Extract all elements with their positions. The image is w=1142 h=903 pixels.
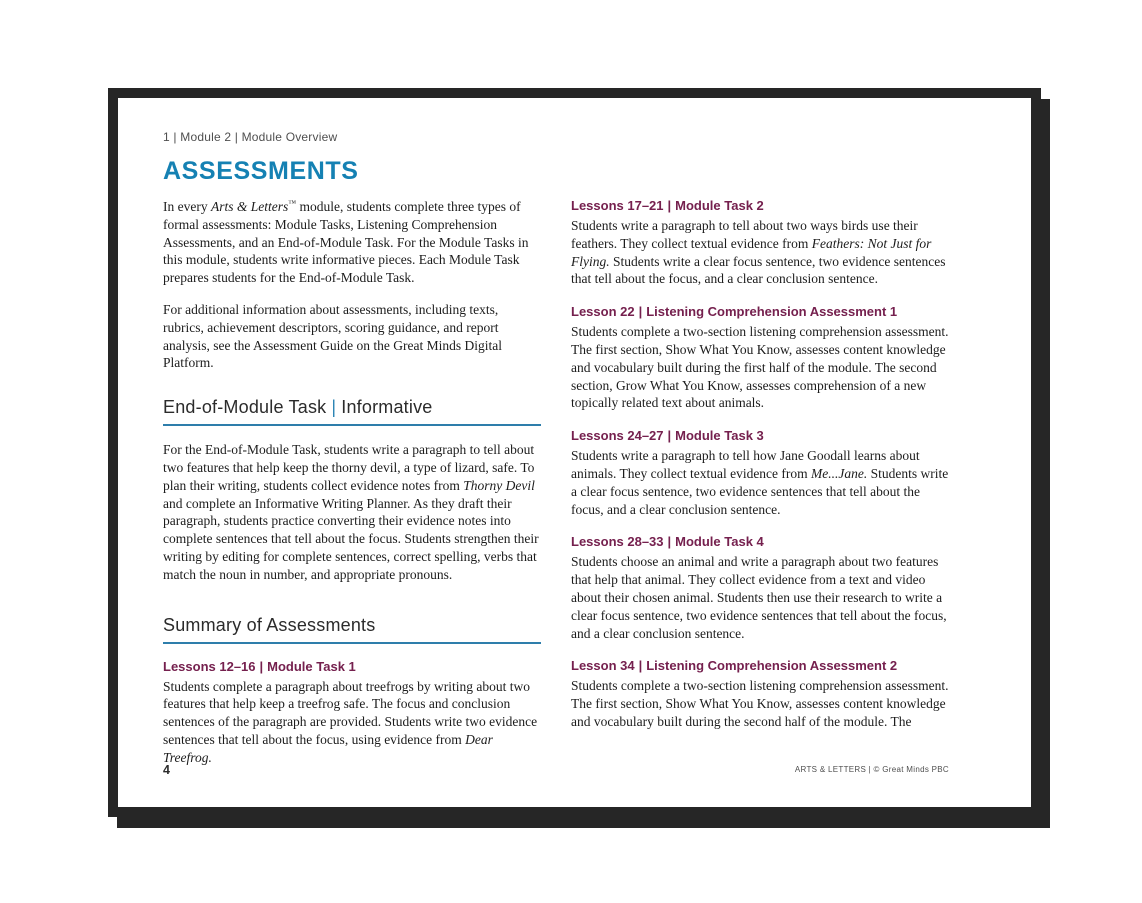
pipe-separator: | <box>667 534 672 550</box>
pipe-separator: | <box>667 428 672 444</box>
assessment-item-heading <box>571 198 949 214</box>
task-name: Module Task 3 <box>675 428 764 444</box>
assessment-item-heading <box>571 428 949 444</box>
breadcrumb: 1 | Module 2 | Module Overview <box>163 130 338 144</box>
assessment-item <box>571 428 949 518</box>
section-subtitle: Informative <box>341 397 433 418</box>
page-frame <box>108 88 1041 817</box>
section-heading-summary-of-assessments <box>163 614 541 644</box>
left-column <box>163 198 541 767</box>
assessment-item-description: Students choose an animal and write a paragraph about two features that help that animal. They collect evidence from a text and video about their chosen animal. Students then use their research to write a clear focus sentence, two evidence sentences that tell about the focus, and a clear conclusion sentence. <box>571 554 947 641</box>
right-column <box>571 198 949 767</box>
pipe-separator: | <box>259 658 264 674</box>
lesson-range: Lessons 12–16 <box>163 658 256 674</box>
assessment-item-heading <box>163 659 541 675</box>
assessment-item <box>163 659 541 767</box>
intro-paragraph-1: In every Arts & Letters™ module, students complete three types of formal assessments: Module Tasks, Listening Comprehension Assessments, and an End-of-Module Task. For the Module Tasks in this module, students write informative pieces. Each Module Task prepares students for the End-of-Module Task. <box>163 198 529 286</box>
assessment-list-left <box>163 659 541 767</box>
task-name: Listening Comprehension Assessment 1 <box>646 304 898 320</box>
assessment-item <box>571 198 949 288</box>
end-of-module-description: For the End-of-Module Task, students write a paragraph to tell about two features that help keep the thorny devil, a type of lizard, safe. To plan their writing, students collect evidence notes from Thorny Devil and complete an Informative Writing Planner. As they draft their paragraph, students practice converting their evidence notes into complete sentences that tell about the focus. Students strengthen their writing by editing for complete sentences, correct spelling, verbs that match the noun in number, and appropriate pronouns. <box>163 442 539 582</box>
lesson-range: Lessons 24–27 <box>571 428 664 444</box>
assessment-item <box>571 534 949 642</box>
task-name: Module Task 1 <box>267 658 356 674</box>
assessment-item-heading <box>571 304 949 320</box>
section-title: End-of-Module Task <box>163 397 327 418</box>
pipe-separator: | <box>638 658 643 674</box>
two-column-layout <box>163 198 949 767</box>
assessment-item-heading <box>571 658 949 674</box>
task-name: Module Task 4 <box>675 534 764 550</box>
lesson-range: Lesson 34 <box>571 658 635 674</box>
lesson-range: Lesson 22 <box>571 304 635 320</box>
assessment-item-description: Students complete a two-section listening comprehension assessment. The first section, Show What You Know, assesses content knowledge and vocabulary built during the first half of the module. The second section, Grow What You Know, assesses comprehension of a new topically related text about animals. <box>571 324 949 411</box>
document-page <box>118 98 1031 807</box>
task-name: Listening Comprehension Assessment 2 <box>646 658 898 674</box>
section-heading-end-of-module-task <box>163 396 541 426</box>
assessment-item <box>571 304 949 412</box>
page-content <box>163 130 949 767</box>
assessment-item-heading <box>571 534 949 550</box>
footer-credit: ARTS & LETTERS | © Great Minds PBC <box>794 765 949 774</box>
page-title: ASSESSMENTS <box>163 157 359 185</box>
assessment-item <box>571 658 949 730</box>
intro-paragraph-2: For additional information about assessments, including texts, rubrics, achievement descriptors, scoring guidance, and report analysis, see the Assessment Guide on the Great Minds Digital Platform. <box>163 301 502 371</box>
task-name: Module Task 2 <box>675 198 764 213</box>
pipe-separator: | <box>331 397 337 418</box>
assessment-list-right <box>571 198 949 731</box>
page-number: 4 <box>163 763 170 777</box>
section-title: Summary of Assessments <box>163 614 376 635</box>
pipe-separator: | <box>638 304 643 320</box>
assessment-item-description: Students write a paragraph to tell how Jane Goodall learns about animals. They collect textual evidence from Me...Jane. Students write a clear focus sentence, two evidence sentences that tell about the focus, and a clear conclusion sentence. <box>571 448 949 517</box>
assessment-item-description: Students complete a two-section listening comprehension assessment. The first section, Show What You Know, assesses content knowledge and vocabulary built during the second half of the module. The <box>571 678 949 729</box>
lesson-range: Lessons 28–33 <box>571 534 664 550</box>
pipe-separator: | <box>667 198 672 213</box>
assessment-item-description: Students complete a paragraph about treefrogs by writing about two features that help keep a treefrog safe. The focus and conclusion sentences of the paragraph are provided. Students write two evidence sentences that tell about the focus, using evidence from Dear Treefrog. <box>163 678 538 765</box>
lesson-range: Lessons 17–21 <box>571 198 664 213</box>
assessment-item-description: Students write a paragraph to tell about two ways birds use their feathers. They collect textual evidence from Feathers: Not Just for Flying. Students write a clear focus sentence, two evidence sentences that tell about the focus, and a clear conclusion sentence. <box>571 218 946 287</box>
